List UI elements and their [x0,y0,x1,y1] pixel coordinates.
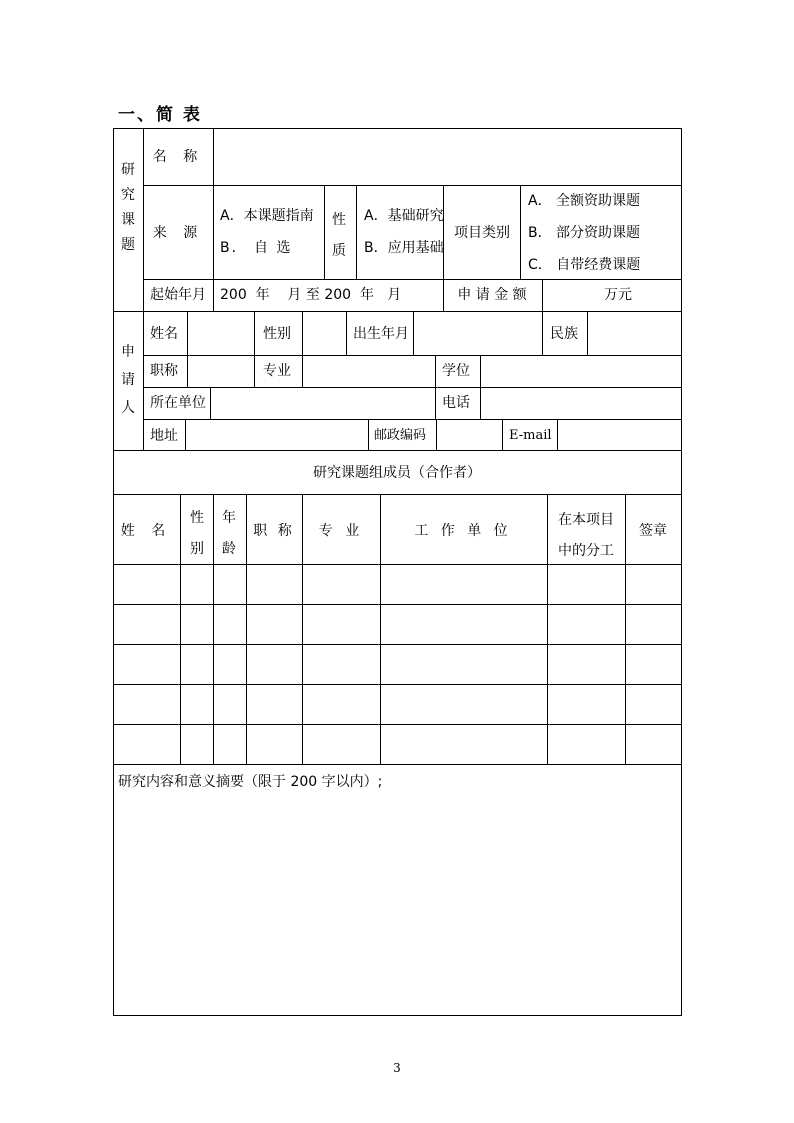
applicant-postcode-label: 邮政编码 [374,428,427,443]
applicant-degree-field[interactable] [482,357,680,386]
applicant-unit-label: 所在单位 [150,395,206,411]
summary-label: 研究内容和意义摘要（限于 200 字以内）; [118,774,383,790]
member-row[interactable] [114,725,681,763]
topic-amount-label: 申 请 金 额 [457,287,527,303]
applicant-phone-label: 电话 [442,395,470,411]
topic-start-field[interactable]: 200 年 月 至 200 年 月 [220,287,402,303]
topic-nature-label: 性 质 [332,212,346,259]
topic-nature-option-a[interactable]: A．基础研究 [364,208,444,224]
applicant-phone-field[interactable] [482,389,680,418]
members-header-name: 姓 名 [120,523,172,539]
members-header-unit: 工 作 单 位 [414,523,512,539]
applicant-birth-label: 出生年月 [353,326,409,342]
applicant-birth-field[interactable] [415,313,541,354]
topic-source-label: 来 源 [152,225,204,241]
members-section-title: 研究课题组成员（合作者） [313,465,481,481]
topic-amount-unit[interactable]: 万元 [604,287,632,303]
topic-source-option-b[interactable]: B． 自 选 [220,240,293,256]
member-row[interactable] [114,565,681,603]
applicant-name-field[interactable] [189,313,252,354]
topic-name-label: 名 称 [152,149,204,165]
members-header-title: 职 称 [253,523,295,539]
applicant-gender-field[interactable] [304,313,345,354]
applicant-side-label: 申 请 人 [121,344,135,416]
applicant-degree-label: 学位 [442,363,470,379]
page-number: 3 [393,1061,401,1075]
applicant-address-field[interactable] [187,421,367,449]
topic-nature-option-b[interactable]: B．应用基础 [364,240,444,256]
member-row[interactable] [114,685,681,723]
member-row[interactable] [114,605,681,643]
topic-side-label: 研 究 课 题 [121,162,135,253]
members-header-major: 专 业 [318,523,364,539]
members-header-sign: 签章 [639,523,667,539]
applicant-title-field[interactable] [189,357,252,386]
summary-field[interactable] [116,796,679,1012]
applicant-email-label: E-mail [509,428,552,443]
applicant-ethnicity-field[interactable] [589,313,680,354]
applicant-title-label: 职称 [150,363,178,379]
applicant-unit-field[interactable] [212,389,433,418]
members-header-gender: 性 别 [190,510,204,557]
members-header-role: 在本项目 中的分工 [558,512,614,559]
applicant-postcode-field[interactable] [438,421,501,449]
applicant-major-field[interactable] [304,357,434,386]
topic-start-label: 起始年月 [150,287,206,303]
applicant-gender-label: 性别 [263,326,291,342]
applicant-email-field[interactable] [559,421,680,449]
applicant-address-label: 地址 [150,428,178,444]
page-title: 一、简 表 [118,105,202,125]
topic-name-field[interactable] [215,130,680,184]
topic-project-type-option-c[interactable]: C． 自带经费课题 [528,257,641,273]
topic-project-type-option-a[interactable]: A． 全额资助课题 [528,193,641,209]
applicant-ethnicity-label: 民族 [550,326,578,342]
member-row[interactable] [114,645,681,683]
members-header-age: 年 龄 [222,510,236,557]
topic-source-option-a[interactable]: A．本课题指南 [220,208,314,224]
topic-project-type-option-b[interactable]: B． 部分资助课题 [528,225,641,241]
applicant-name-label: 姓名 [150,326,178,342]
topic-project-type-label: 项目类别 [454,225,510,241]
applicant-major-label: 专业 [263,363,291,379]
